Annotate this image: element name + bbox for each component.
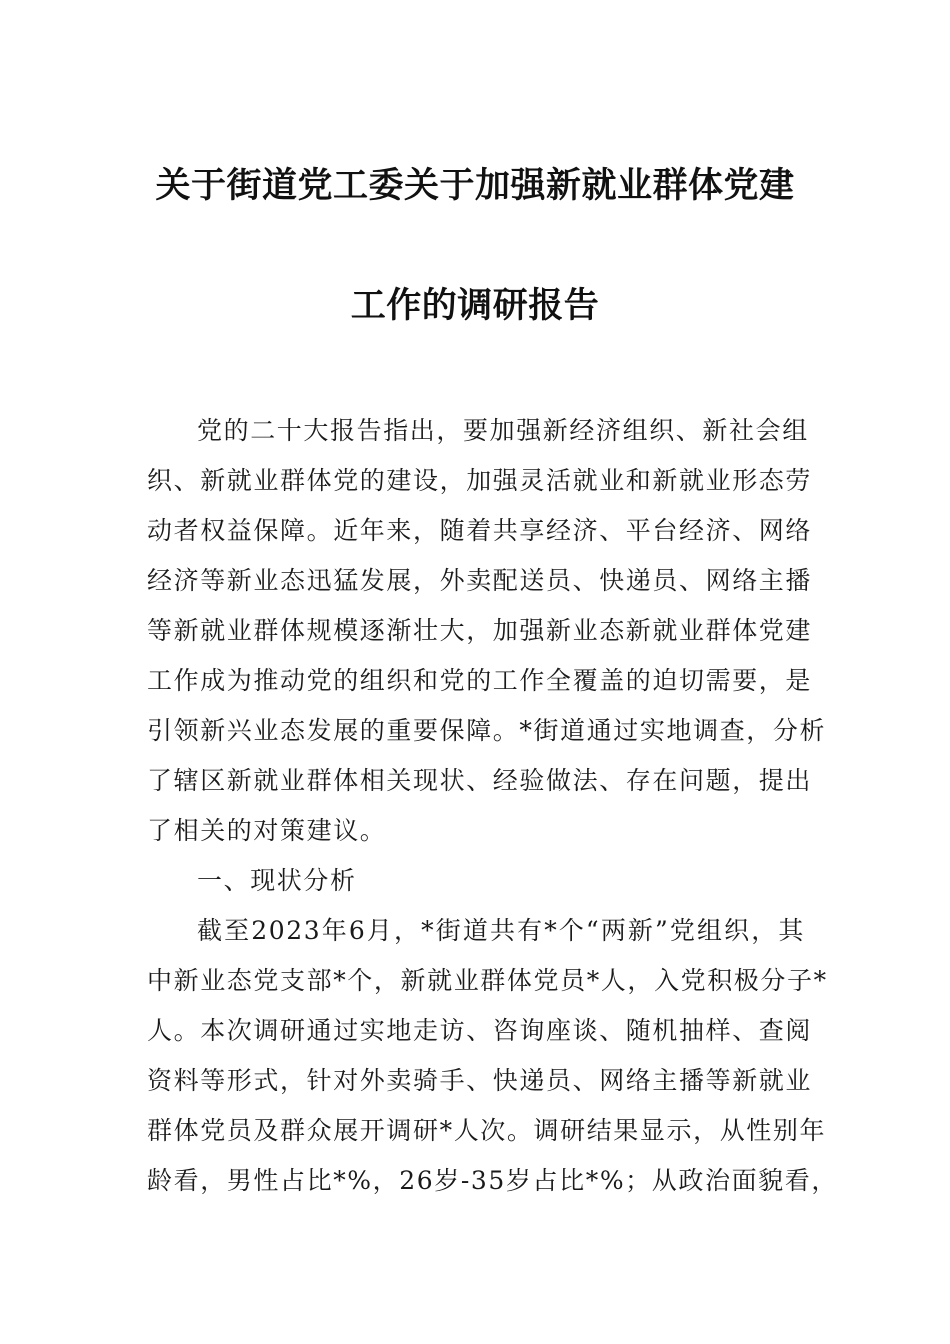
body-line: 资料等形式，针对外卖骑手、快递员、网络主播等新就业 (147, 1066, 813, 1095)
body-line: 群体党员及群众展开调研*人次。调研结果显示，从性别年 (147, 1116, 827, 1145)
body-line: 经济等新业态迅猛发展，外卖配送员、快递员、网络主播 (147, 566, 813, 595)
body-line: 等新就业群体规模逐渐壮大，加强新业态新就业群体党建 (147, 616, 813, 645)
body-line: 织、新就业群体党的建设，加强灵活就业和新就业形态劳 (147, 466, 813, 495)
body-line: 截至2023年6月，*街道共有*个“两新”党组织，其 (197, 916, 805, 945)
document-title-line-1: 关于街道党工委关于加强新就业群体党建 (155, 166, 795, 206)
body-line: 了相关的对策建议。 (147, 816, 387, 845)
body-line: 工作成为推动党的组织和党的工作全覆盖的迫切需要，是 (147, 666, 813, 695)
document-title-line-2: 工作的调研报告 (350, 286, 600, 326)
body-line: 引领新兴业态发展的重要保障。*街道通过实地调查，分析 (147, 716, 827, 745)
body-line: 党的二十大报告指出，要加强新经济组织、新社会组 (197, 416, 809, 445)
body-line: 中新业态党支部*个，新就业群体党员*人，入党积极分子* (147, 966, 828, 995)
body-line: 人。本次调研通过实地走访、咨询座谈、随机抽样、查阅 (147, 1016, 813, 1045)
body-line: 动者权益保障。近年来，随着共享经济、平台经济、网络 (147, 516, 813, 545)
body-line: 了辖区新就业群体相关现状、经验做法、存在问题，提出 (147, 766, 813, 795)
section-heading: 一、现状分析 (197, 866, 357, 895)
body-line: 龄看，男性占比*%，26岁-35岁占比*%；从政治面貌看， (147, 1166, 838, 1195)
